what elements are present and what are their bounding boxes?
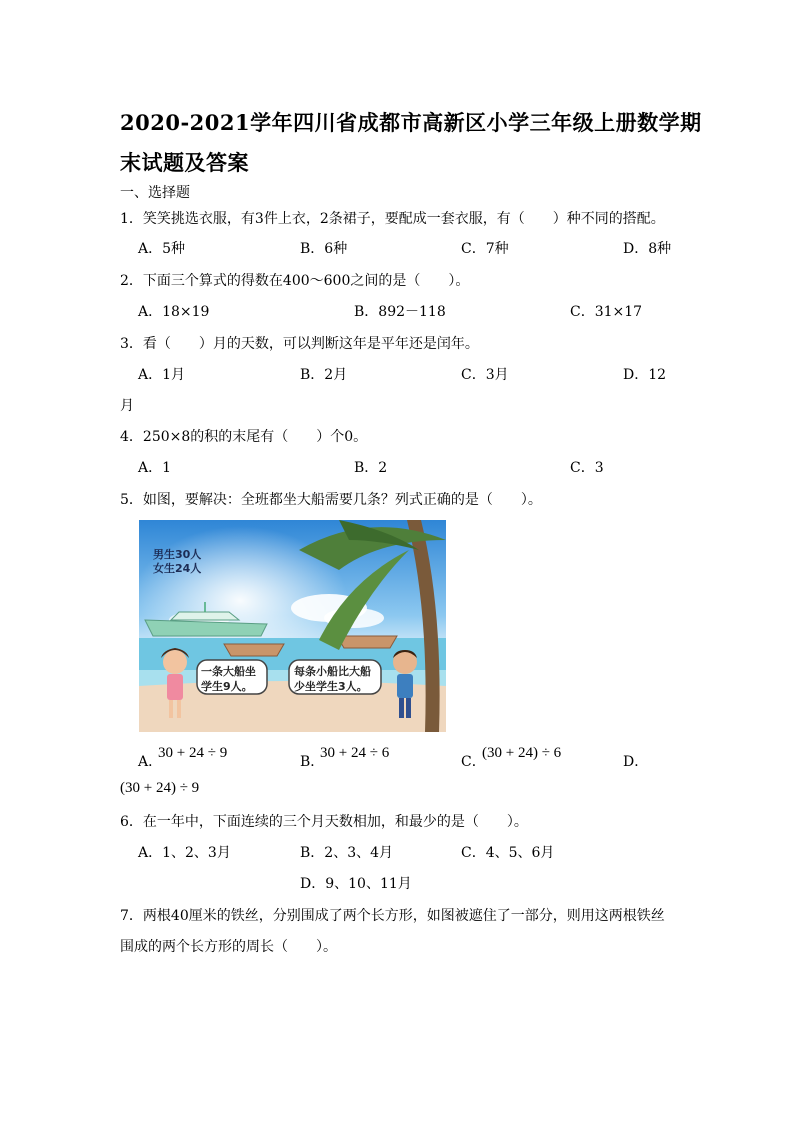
q5-option-b-expr: 30 + 24 ÷ 6 — [320, 745, 390, 761]
bubble-big-boat-line-1: 一条大船坐 — [201, 665, 256, 678]
q3-stem: 3．看（ ）月的天数，可以判断这年是平年还是闰年。 — [120, 336, 479, 352]
q6-option-a: A．1、2、3月 — [138, 845, 231, 861]
bubble-small-boat-line-1: 每条小船比大船 — [294, 665, 371, 678]
q1-option-d: D．8种 — [623, 241, 672, 257]
q3-option-b: B．2月 — [300, 367, 348, 383]
q4-stem: 4．250×8的积的末尾有（ ）个0。 — [120, 429, 368, 445]
q4-option-c: C．3 — [570, 460, 604, 476]
boat-picture — [139, 520, 446, 732]
bubble-big-boat-line-2: 学生9人。 — [201, 680, 253, 693]
q5-option-c-letter: C． — [461, 754, 486, 770]
title-line-2: 末试题及答案 — [120, 150, 249, 175]
title-line-1: 2020-2021学年四川省成都市高新区小学三年级上册数学期 — [120, 110, 702, 135]
q5-option-c-expr: (30 + 24) ÷ 6 — [482, 745, 562, 761]
q1-stem: 1．笑笑挑选衣服，有3件上衣，2条裙子，要配成一套衣服，有（ ）种不同的搭配。 — [120, 211, 665, 227]
section-heading: 一、选择题 — [120, 185, 190, 201]
q5-option-a-letter: A． — [138, 754, 163, 770]
q2-option-b: B．892－118 — [354, 304, 446, 320]
q7-line-1: 7．两根40厘米的铁丝，分别围成了两个长方形，如图被遮住了一部分，则用这两根铁丝 — [120, 908, 665, 924]
q2-option-c: C．31×17 — [570, 304, 643, 320]
q5-option-a-expr: 30 + 24 ÷ 9 — [158, 745, 228, 761]
q5-stem: 5．如图，要解决：全班都坐大船需要几条？列式正确的是（ ）。 — [120, 492, 542, 508]
girls-count-label: 女生24人 — [153, 562, 202, 575]
q2-option-a: A．18×19 — [138, 304, 210, 320]
q3-option-d-wrap: 月 — [120, 398, 134, 414]
q6-option-b: B．2、3、4月 — [300, 845, 394, 861]
q4-option-a: A．1 — [138, 460, 172, 476]
q7-line-2: 围成的两个长方形的周长（ ）。 — [120, 939, 337, 955]
q5-option-d-expr: (30 + 24) ÷ 9 — [120, 780, 200, 796]
q6-stem: 6．在一年中，下面连续的三个月天数相加，和最少的是（ ）。 — [120, 814, 528, 830]
q1-option-a: A．5种 — [138, 241, 186, 257]
q1-option-b: B．6种 — [300, 241, 348, 257]
q5-option-d-letter: D． — [623, 754, 649, 770]
boys-count-label: 男生30人 — [153, 548, 202, 561]
q6-option-d: D．9、10、11月 — [300, 876, 412, 892]
q3-option-a: A．1月 — [138, 367, 186, 383]
q3-option-c: C．3月 — [461, 367, 509, 383]
bubble-small-boat-line-2: 少坐学生3人。 — [294, 680, 368, 693]
q2-stem: 2．下面三个算式的得数在400～600之间的是（ ）。 — [120, 273, 470, 289]
q4-option-b: B．2 — [354, 460, 388, 476]
q5-option-b-letter: B． — [300, 754, 325, 770]
q3-option-d: D．12 — [623, 367, 667, 383]
q6-option-c: C．4、5、6月 — [461, 845, 555, 861]
q1-option-c: C．7种 — [461, 241, 509, 257]
